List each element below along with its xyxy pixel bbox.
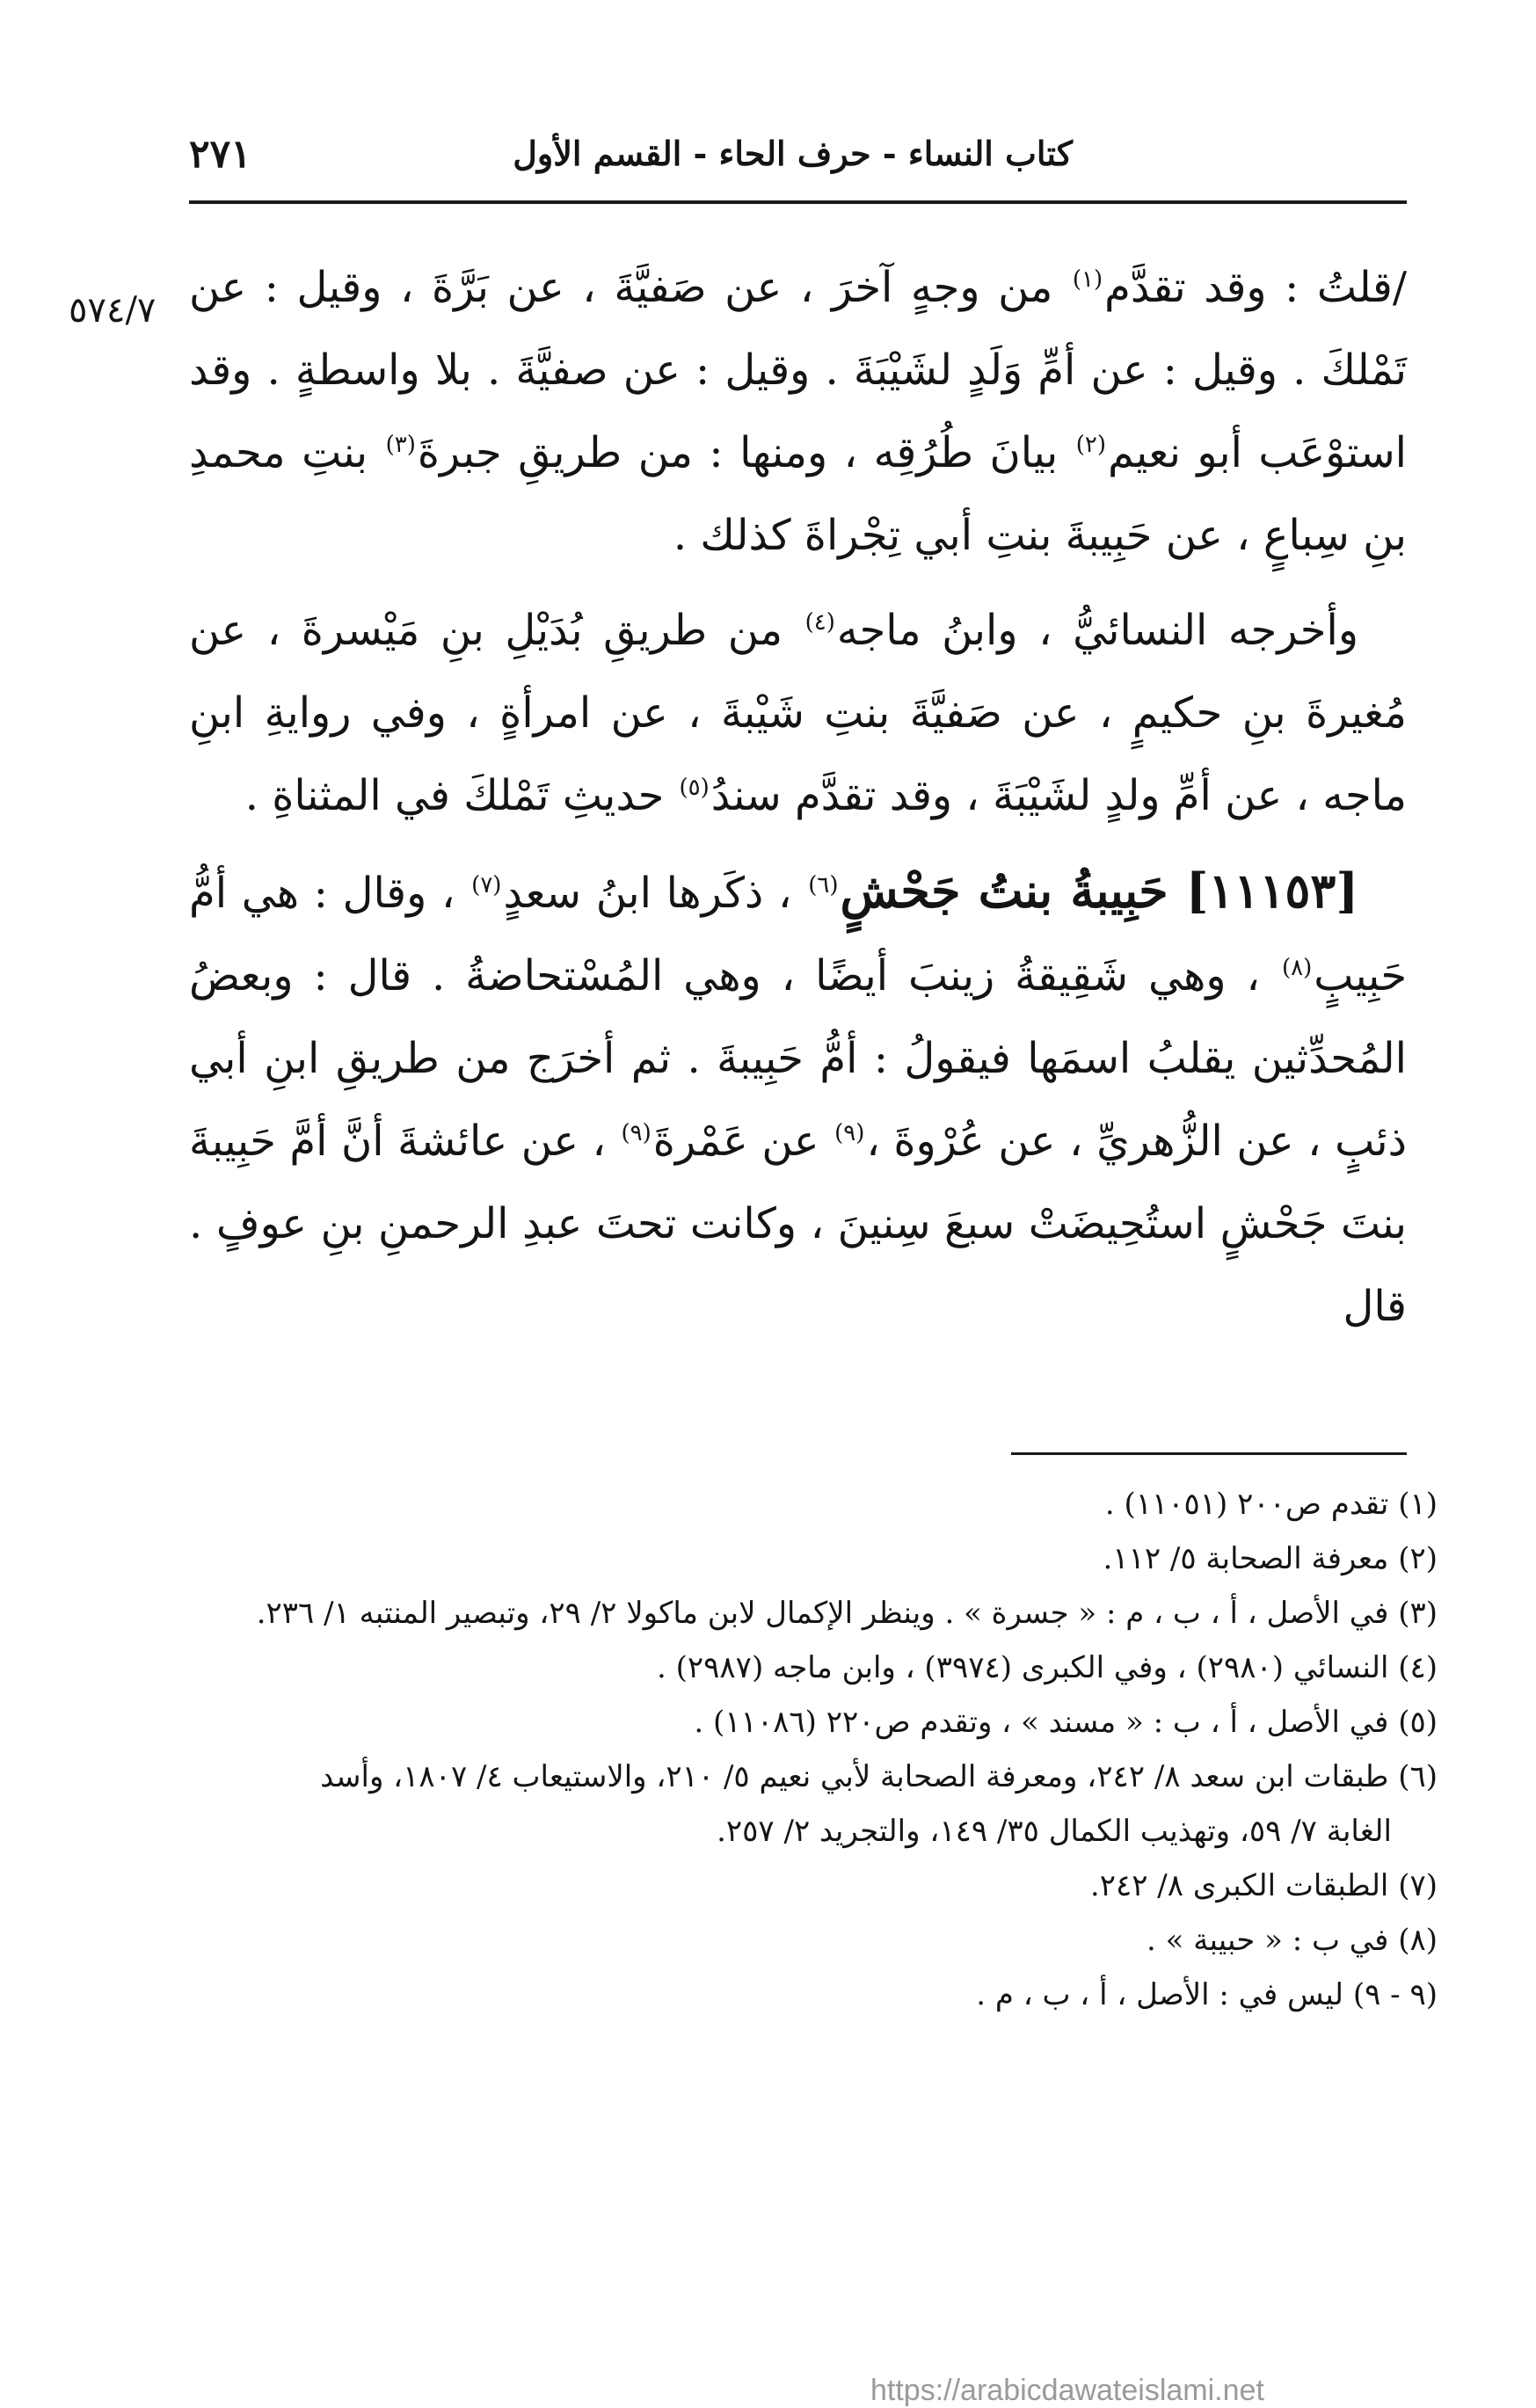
margin-volume-page-reference: ٥٧٤/٧ bbox=[69, 290, 157, 331]
text-run: بيانَ طُرُقِه ، ومنها : من طريقِ جبرةَ bbox=[417, 428, 1074, 477]
footnote: (١) تقدم ص٢٠٠ (١١٠٥١) . bbox=[1104, 1487, 1438, 1522]
page-header bbox=[189, 132, 1407, 193]
text-run: ، ذكَرها ابنُ سعدٍ bbox=[503, 869, 807, 918]
text-run: وأخرجه النسائيُّ ، وابنُ ماجه bbox=[836, 606, 1358, 655]
footnote-marker: (٦) bbox=[808, 872, 839, 898]
footnote: (٣) في الأصل ، أ ، ب ، م : « جسرة » . وينظر الإكمال لابن ماكولا ٢/ ٢٩، وتبصير المنتبه ١/ ٢٣٦. bbox=[256, 1596, 1438, 1631]
footnote-marker: (٩) bbox=[834, 1120, 865, 1146]
text-run: /قلتُ : وقد تقدَّم bbox=[1104, 263, 1407, 312]
watermark-url: https://arabicdawateislami.net bbox=[870, 2374, 1264, 2407]
footnote-marker: (٨) bbox=[1281, 955, 1313, 981]
footnote-marker: (٤) bbox=[804, 609, 835, 636]
footnote: (٥) في الأصل ، أ ، ب : « مسند » ، وتقدم ص٢٢٠ (١١٠٨٦) . bbox=[694, 1705, 1438, 1740]
footnote: (٩ - ٩) ليس في : الأصل ، أ ، ب ، م . bbox=[976, 1977, 1438, 2012]
text-run: حديثِ تَمْلكَ في المثناةِ . bbox=[244, 771, 678, 820]
footnote-marker: (٧) bbox=[471, 872, 502, 898]
header-rule bbox=[189, 200, 1407, 204]
footnote: (٨) في ب : « حبيبة » . bbox=[1147, 1923, 1438, 1958]
footnote: (٧) الطبقات الكبرى ٨/ ٢٤٢. bbox=[1089, 1868, 1438, 1903]
footnote: (٢) معرفة الصحابة ٥/ ١١٢. bbox=[1103, 1541, 1438, 1576]
text-run: ، وهي شَقِيقةُ زينبَ أيضًا ، وهي المُسْتحاضةُ . قال : وبعضُ المُحدِّثين يقلبُ اسمَها فيقولُ : أمُّ حَبِيبةَ . ثم أخرَج من طريقِ ابنِ أبي ذئبٍ ، عن الزُّهريِّ ، عن عُرْوةَ ، bbox=[189, 951, 1407, 1166]
page-number: ٢٧١ bbox=[189, 132, 251, 177]
running-title: كتاب النساء - حرف الحاء - القسم الأول bbox=[513, 134, 1073, 173]
footnote-marker: (٣) bbox=[385, 432, 416, 458]
text-run: ، عن عائشةَ أنَّ أمَّ حَبِيبةَ بنتَ جَحْشٍ استُحِيضَتْ سبعَ سِنينَ ، وكانت تحتَ عبدِ الرحمنِ بنِ عوفٍ . قال bbox=[189, 1117, 1407, 1331]
footnote-continuation: الغابة ٧/ ٥٩، وتهذيب الكمال ٣٥/ ١٤٩، والتجريد ٢/ ٢٥٧. bbox=[717, 1814, 1392, 1849]
main-text bbox=[189, 246, 1407, 1348]
footnote-marker: (٢) bbox=[1075, 432, 1106, 458]
body-paragraph bbox=[189, 849, 1407, 1348]
text-run: بنتِ محمدِ بنِ سِباعٍ ، عن حَبِيبةَ بنتِ أبي تِجْراةَ كذلك . bbox=[189, 428, 1407, 560]
body-paragraph bbox=[189, 246, 1407, 577]
footnotes-list bbox=[189, 1477, 1438, 2022]
footnote: (٤) النسائي (٢٩٨٠) ، وفي الكبرى (٣٩٧٤) ، وابن ماجه (٢٩٨٧) . bbox=[657, 1650, 1438, 1685]
text-run: من وجهٍ آخرَ ، عن صَفيَّةَ ، عن بَرَّةَ ، وقيل : عن تَمْلكَ . وقيل : عن أمِّ وَلَدٍ لشَيْبَةَ . وقيل : عن صفيَّةَ . بلا واسطةٍ . وقد استوْعَب أبو نعيم bbox=[189, 263, 1407, 477]
entry-heading: [١١١٥٣] حَبِيبةُ بنتُ جَحْشٍ bbox=[840, 862, 1358, 919]
footnote-marker: (٥) bbox=[679, 775, 710, 801]
text-run: عن عَمْرةَ bbox=[652, 1117, 834, 1166]
body-paragraph bbox=[189, 589, 1407, 837]
footnote-marker: (٩) bbox=[621, 1120, 652, 1146]
footnote-separator bbox=[1011, 1452, 1407, 1455]
footnote: (٦) طبقات ابن سعد ٨/ ٢٤٢، ومعرفة الصحابة لأبي نعيم ٥/ ٢١٠، والاستيعاب ٤/ ١٨٠٧، وأسد bbox=[320, 1759, 1438, 1794]
text-run: من طريقِ بُدَيْلِ بنِ مَيْسرةَ ، عن مُغيرةَ بنِ حكيمٍ ، عن صَفيَّةَ بنتِ شَيْبةَ ، عن امرأةٍ ، وفي روايةِ ابنِ ماجه ، عن أمِّ ولدٍ لشَيْبَةَ ، وقد تقدَّم سندُ bbox=[189, 606, 1408, 820]
text-run: ، وقال : هي أمُّ حَبِيبٍ bbox=[189, 869, 1407, 1000]
footnote-marker: (١) bbox=[1072, 266, 1103, 293]
